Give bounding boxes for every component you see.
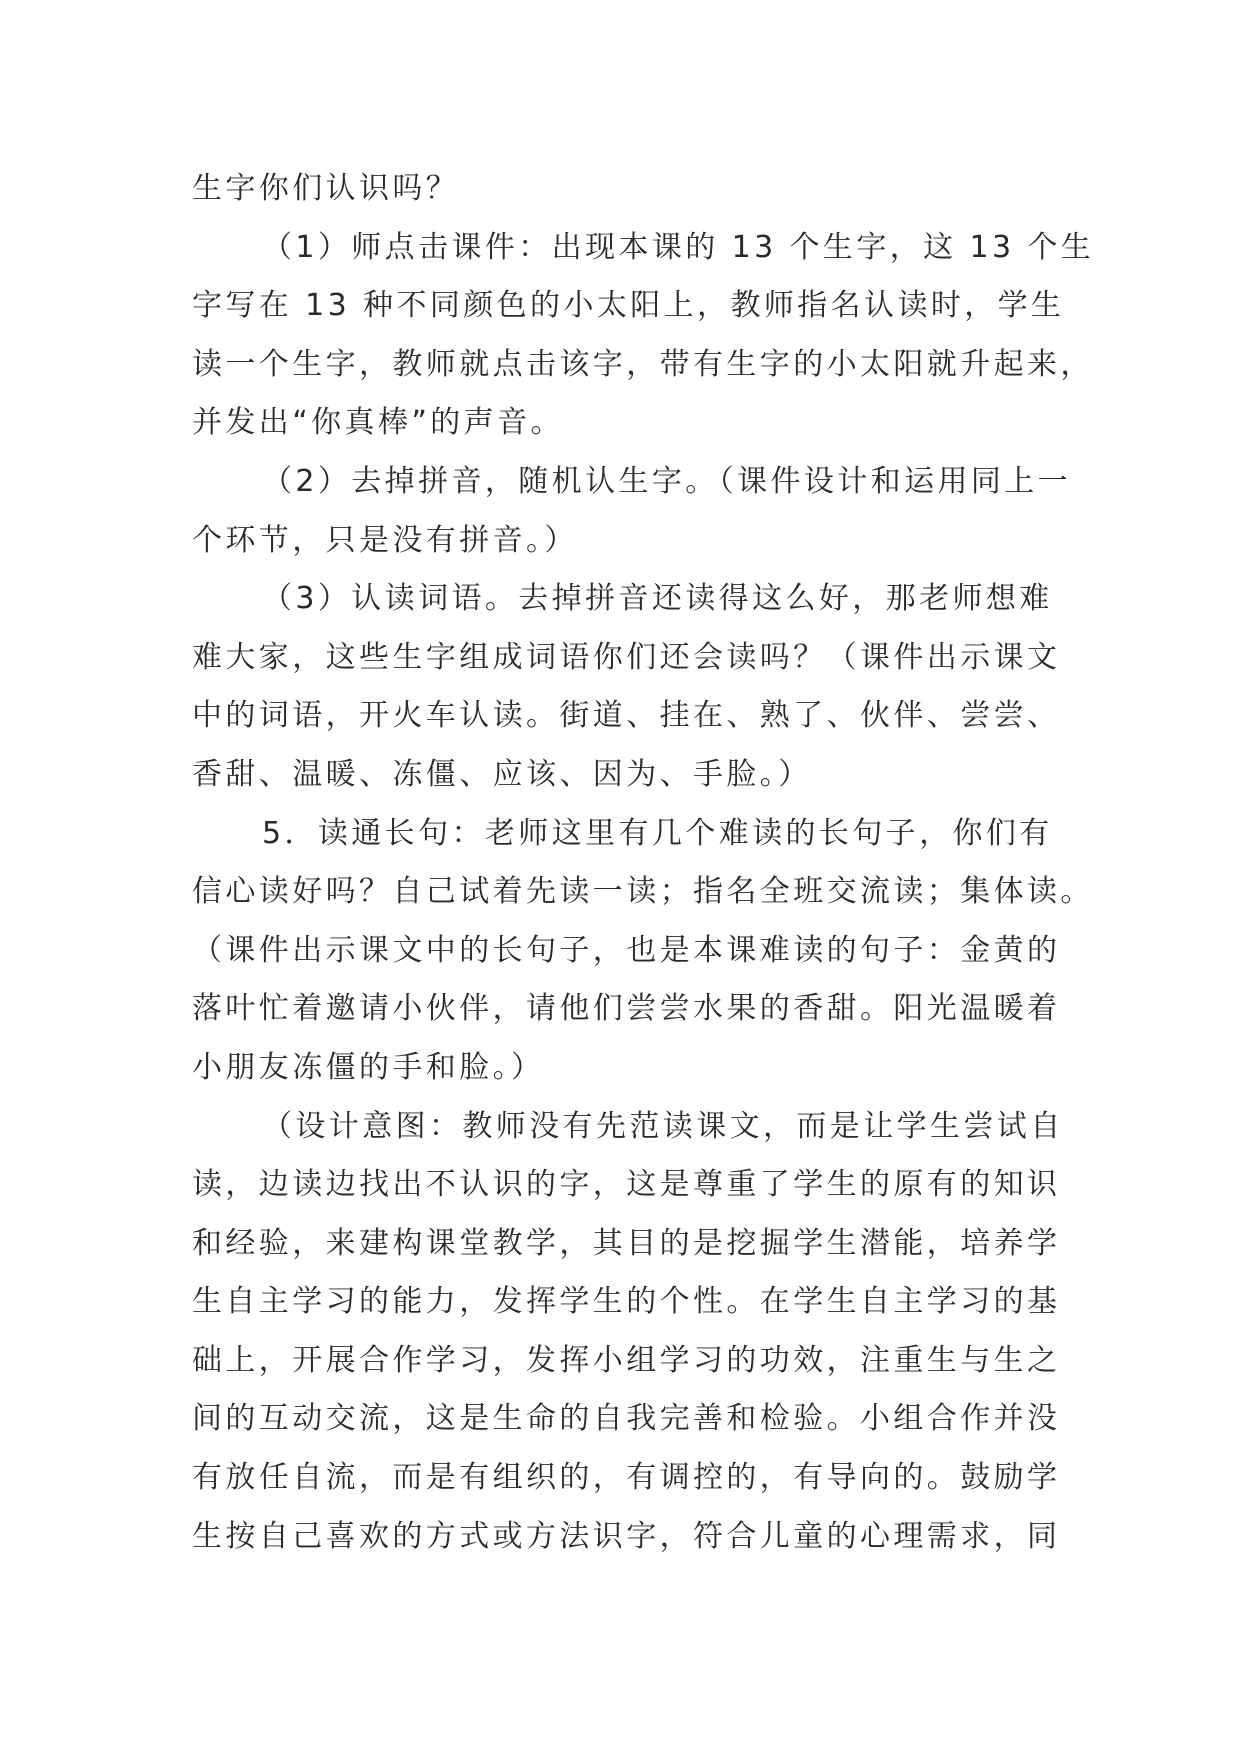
text-line: 生字你们认识吗？ [192,171,460,206]
text-line: 生自主学习的能力，发挥学生的个性。在学生自主学习的基 [192,1284,1061,1320]
text-line: 小朋友冻僵的手和脸。） [192,1049,545,1085]
text-line: （设计意图：教师没有先范读课文，而是让学生尝试自 [262,1108,1064,1144]
text-line: 和经验，来建构课堂教学，其目的是挖掘学生潜能，培养学 [192,1225,1061,1261]
text-line: 5．读通长句：老师这里有几个难读的长句子，你们有 [262,815,1053,851]
text-line: 并发出“你真棒”的声音。 [192,405,564,441]
text-line: 信心读好吗？自己试着先读一读；指名全班交流读；集体读。 [192,874,1094,910]
text-line: 础上，开展合作学习，发挥小组学习的功效，注重生与生之 [192,1342,1061,1378]
text-line: 难大家，这些生字组成词语你们还会读吗？（课件出示课文 [192,639,1061,675]
text-line: （1）师点击课件：出现本课的 13 个生字，这 13 个生 [262,229,1095,265]
text-line: 字写在 13 种不同颜色的小太阳上，教师指名认读时，学生 [192,288,1065,324]
text-line: （课件出示课文中的长句子，也是本课难读的句子：金黄的 [192,932,1061,968]
text-line: 间的互动交流，这是生命的自我完善和检验。小组合作并没 [192,1401,1061,1437]
text-line: 个环节，只是没有拼音。） [192,522,578,558]
text-line: （3）认读词语。去掉拼音还读得这么好，那老师想难 [262,581,1053,617]
text-line: 香甜、温暖、冻僵、应该、因为、手脸。） [192,756,812,792]
body-text [192,160,1095,1566]
text-line: 读一个生字，教师就点击该字，带有生字的小太阳就升起来， [192,346,1094,382]
text-line: 中的词语，开火车认读。街道、挂在、熟了、伙伴、尝尝、 [192,698,1061,734]
text-line: 有放任自流，而是有组织的，有调控的，有导向的。鼓励学 [192,1460,1061,1496]
text-line: 落叶忙着邀请小伙伴，请他们尝尝水果的香甜。阳光温暖着 [192,991,1061,1027]
text-line: 生按自己喜欢的方式或方法识字，符合儿童的心理需求，同 [192,1518,1061,1554]
text-line: 读，边读边找出不认识的字，这是尊重了学生的原有的知识 [192,1167,1061,1203]
text-line: （2）去掉拼音，随机认生字。（课件设计和运用同上一 [262,463,1072,499]
